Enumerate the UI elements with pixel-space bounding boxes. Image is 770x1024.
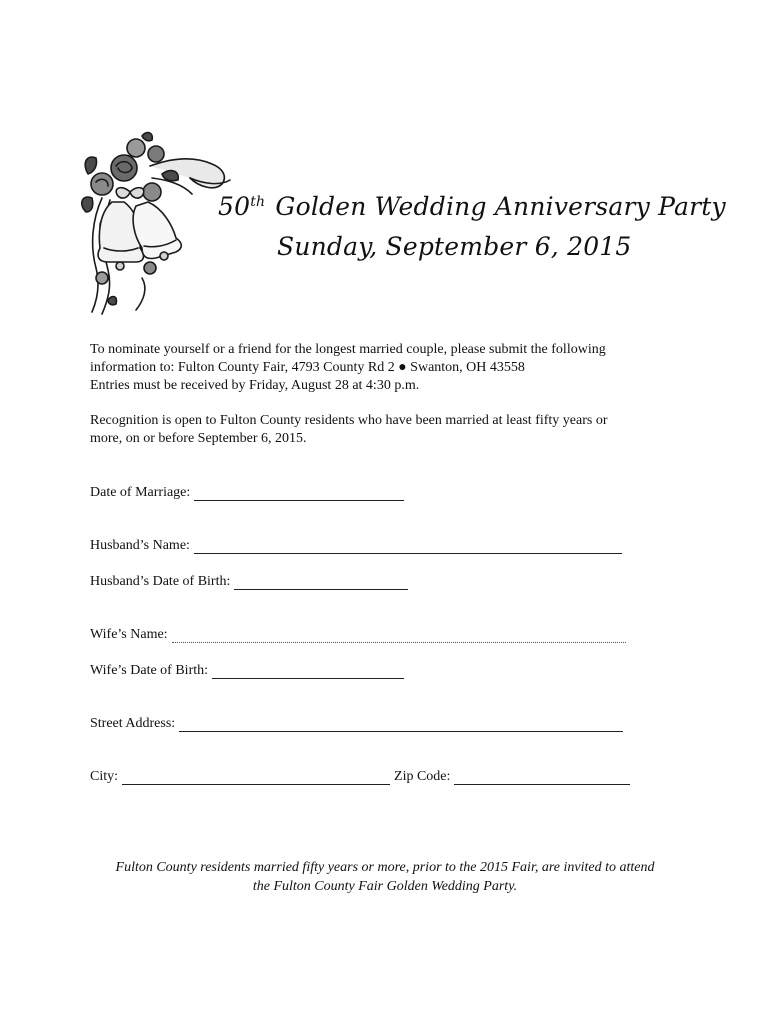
- wife-name-input[interactable]: [172, 628, 626, 643]
- husband-dob-field: [90, 574, 408, 590]
- title-main: Golden Wedding Anniversary Party: [275, 192, 726, 221]
- intro-line: information to: Fulton County Fair, 4793 County Rd 2 ● Swanton, OH 43558: [90, 360, 525, 375]
- title-number: 50: [218, 192, 251, 221]
- wife-dob-label: Wife’s Date of Birth:: [90, 663, 209, 678]
- city-zip-field: [90, 769, 630, 785]
- husband-name-field: [90, 538, 622, 554]
- recognition-line: Recognition is open to Fulton County residents who have been married at least fifty years or: [90, 413, 608, 428]
- husband-dob-label: Husband’s Date of Birth:: [90, 574, 231, 589]
- wife-name-label: Wife’s Name:: [90, 627, 168, 642]
- date-of-marriage-input[interactable]: [194, 486, 404, 501]
- event-date: Sunday, September 6, 2015: [277, 232, 632, 261]
- footer-note: [60, 858, 710, 896]
- husband-name-input[interactable]: [194, 539, 622, 554]
- husband-name-label: Husband’s Name:: [90, 538, 190, 553]
- recognition-paragraph: [90, 412, 690, 448]
- wife-dob-input[interactable]: [212, 664, 404, 679]
- wife-name-field: [90, 627, 626, 643]
- footer-line: Fulton County residents married fifty years or more, prior to the 2015 Fair, are invited to attend: [115, 860, 655, 875]
- street-address-input[interactable]: [179, 717, 623, 732]
- intro-paragraph: [90, 341, 690, 395]
- street-address-label: Street Address:: [90, 716, 176, 731]
- recognition-line: more, on or before September 6, 2015.: [90, 431, 307, 446]
- wedding-bells-roses-icon: [72, 128, 232, 318]
- intro-line: To nominate yourself or a friend for the longest married couple, please submit the following: [90, 342, 606, 357]
- date-of-marriage-field: [90, 485, 404, 501]
- zip-code-input[interactable]: [454, 770, 630, 785]
- intro-line: Entries must be received by Friday, August 28 at 4:30 p.m.: [90, 378, 420, 393]
- page-title: [218, 192, 726, 221]
- title-superscript: th: [250, 193, 266, 210]
- date-of-marriage-label: Date of Marriage:: [90, 485, 191, 500]
- wife-dob-field: [90, 663, 404, 679]
- city-input[interactable]: [122, 770, 390, 785]
- city-label: City:: [90, 769, 119, 784]
- street-address-field: [90, 716, 623, 732]
- husband-dob-input[interactable]: [234, 575, 408, 590]
- footer-line: the Fulton County Fair Golden Wedding Party.: [252, 879, 518, 894]
- zip-code-label: Zip Code:: [394, 769, 451, 784]
